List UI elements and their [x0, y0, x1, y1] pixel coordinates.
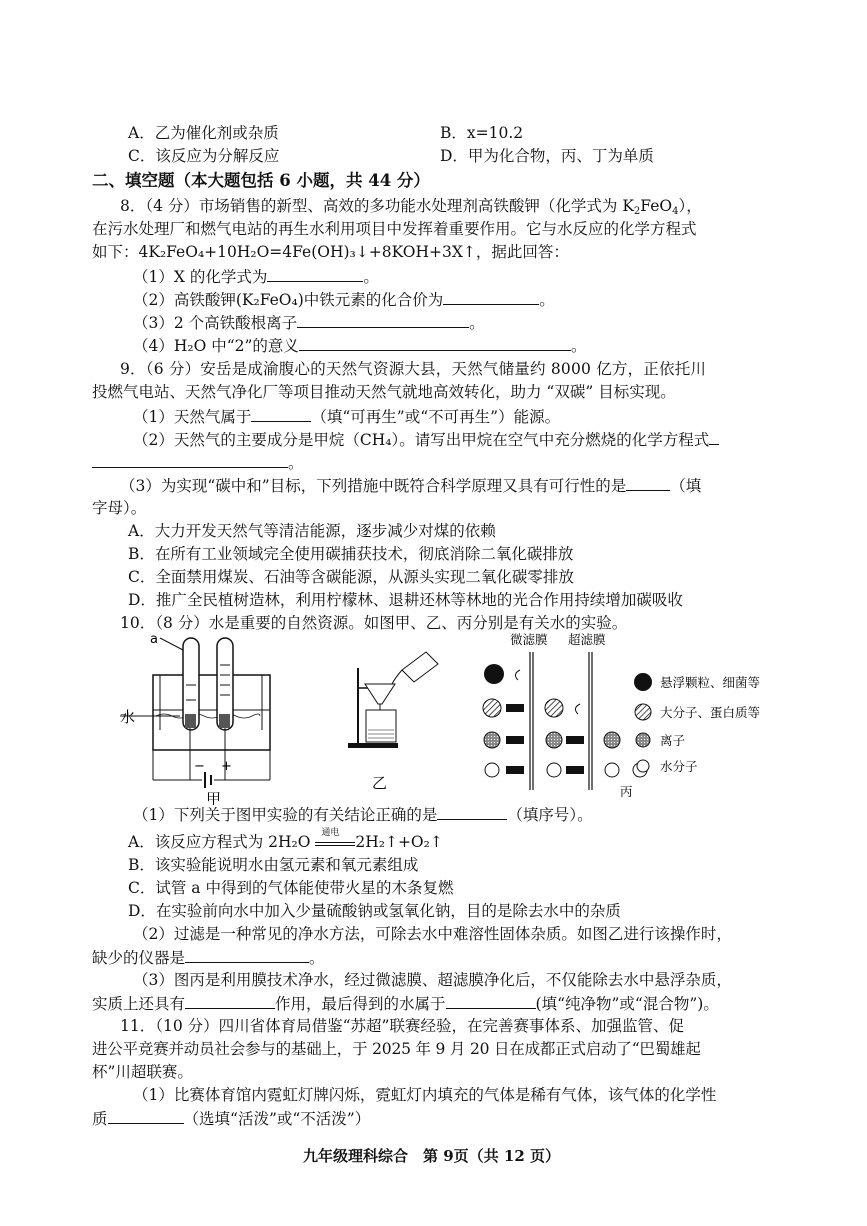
- q11-intro-line1: 11．（10 分）四川省体育局借鉴“苏超”联赛经验，在完善赛事体系、加强监管、促: [120, 1017, 684, 1035]
- q9-sub1[interactable]: （1）天然气属于 （填“可再生”或“不可再生”）能源。: [133, 405, 560, 428]
- q8-sub4[interactable]: （4）H₂O 中“2”的意义 。: [133, 334, 586, 357]
- q8-intro-line2: 在污水处理厂和燃气电站的再生水利用项目中发挥着重要作用。它与水反应的化学方程式: [92, 220, 697, 238]
- q8-equation-line: 如下：4K₂FeO₄+10H₂O=4Fe(OH)₃↓+8KOH+3X↑，据此回答：: [92, 243, 569, 261]
- section-title: 二、填空题（本大题包括 6 小题，共 44 分）: [92, 171, 430, 190]
- q7-option-b: B．x=10.2: [440, 124, 524, 142]
- legend-ion: 离子: [660, 733, 686, 748]
- ultra-membrane-label: 超滤膜: [568, 632, 606, 647]
- q8-intro-line1: 8．（4 分）市场销售的新型、高效的多功能水处理剂高铁酸钾（化学式为 $K_2FeO_4$），: [120, 197, 702, 217]
- q10-sub3-continued[interactable]: 实质上还具有 作用，最后得到的水属于 (填“纯净物”或“混合物”)。: [92, 992, 719, 1015]
- q10-option-c: C．试管 a 中得到的气体能使带火星的木条复燃: [128, 879, 454, 897]
- answer-blank: [92, 451, 288, 468]
- answer-blank: [709, 428, 719, 445]
- figure-yi-label: 乙: [372, 774, 388, 792]
- answer-blank: [267, 265, 363, 282]
- q10-option-d: D．在实验前向水中加入少量硫酸钠或氢氧化钠，目的是除去水中的杂质: [128, 902, 621, 920]
- q9-sub3[interactable]: （3）为实现“碳中和”目标，下列措施中既符合科学原理又具有可行性的是 （填: [120, 474, 701, 497]
- answer-blank: [626, 474, 670, 491]
- condition-label: 通电: [321, 828, 340, 838]
- q9-option-c: C．全面禁用煤炭、石油等含碳能源，从源头实现二氧化碳零排放: [128, 568, 574, 586]
- plus-label: +: [221, 759, 232, 774]
- answer-blank: [185, 946, 309, 963]
- q8-sub1[interactable]: （1）X 的化学式为 。: [133, 265, 379, 288]
- q10-sub1[interactable]: （1）下列关于图甲实验的有关结论正确的是 （填序号）。: [133, 803, 593, 826]
- q11-intro-line2: 进公平竞赛并动员社会参与的基础上，于 2025 年 9 月 20 日在成都正式启动了“巴蜀雄起: [92, 1040, 701, 1058]
- q10-option-a: A．该反应方程式为 2H₂O 通电 2H₂↑+O₂↑: [128, 828, 443, 851]
- q10-sub2: （2）过滤是一种常见的净水方法，可除去水中难溶性固体杂质。如图乙进行该操作时，: [133, 925, 732, 943]
- page-footer: 九年级理科综合 第 9页（共 12 页）: [303, 1147, 560, 1165]
- water-label: 水: [120, 708, 136, 726]
- q9-intro-line1: 9．（6 分）安岳是成渝腹心的天然气资源大县，天然气储量约 8000 亿方，正依托川: [120, 360, 707, 378]
- q7-option-a: A．乙为催化剂或杂质: [128, 124, 279, 142]
- q9-sub3-continued: 字母）。: [92, 499, 147, 517]
- legend-suspended: 悬浮颗粒、细菌等: [660, 675, 761, 690]
- q11-sub1-continued[interactable]: 质 （选填“活泼”或“不活泼”）: [92, 1107, 370, 1130]
- q10-intro: 10．（8 分）水是重要的自然资源。如图甲、乙、丙分别是有关水的实验。: [120, 614, 628, 632]
- legend-water-molecule: 水分子: [660, 759, 698, 774]
- q11-intro-line3: 杯”川超联赛。: [92, 1063, 193, 1081]
- answer-blank: [299, 334, 571, 351]
- answer-blank: [446, 992, 536, 1009]
- filtration-figure: [340, 648, 450, 800]
- q9-option-d: D．推广全民植树造林，利用柠檬林、退耕还林等林地的光合作用持续增加碳吸收: [128, 591, 683, 609]
- minus-label: −: [194, 759, 205, 774]
- answer-blank: [185, 992, 275, 1009]
- micro-membrane-label: 微滤膜: [510, 632, 548, 647]
- answer-blank: [251, 405, 311, 422]
- q9-option-a: A．大力开发天然气等清洁能源，逐步减少对煤的依赖: [128, 522, 496, 540]
- answer-blank: [297, 311, 469, 328]
- tube-a-label: a: [150, 632, 158, 647]
- q11-sub1: （1）比赛体育馆内霓虹灯牌闪烁，霓虹灯内填充的气体是稀有气体，该气体的化学性: [133, 1086, 717, 1104]
- q8-sub2[interactable]: （2）高铁酸钾(K₂FeO₄)中铁元素的化合价为 。: [133, 288, 555, 311]
- q9-intro-line2: 投燃气电站、天然气净化厂等项目推动天然气就地高效转化，助力 “双碳” 目标实现。: [92, 383, 676, 401]
- electrolysis-figure: [120, 630, 295, 805]
- q10-option-b: B．该实验能说明水由氢元素和氧元素组成: [128, 856, 419, 874]
- q9-sub2-continued[interactable]: 。: [92, 451, 304, 474]
- answer-blank: [437, 803, 507, 820]
- legend-macromolecule: 大分子、蛋白质等: [660, 705, 761, 720]
- q7-option-c: C．该反应为分解反应: [128, 147, 280, 165]
- q10-sub3: （3）图丙是利用膜技术净水，经过微滤膜、超滤膜净化后，不仅能除去水中悬浮杂质，: [133, 971, 732, 989]
- q8-sub3[interactable]: （3）2 个高铁酸根离子 。: [133, 311, 485, 334]
- figure-jia-label: 甲: [206, 790, 222, 805]
- membrane-figure: [478, 630, 808, 802]
- q9-sub2[interactable]: （2）天然气的主要成分是甲烷（CH₄）。请写出甲烷在空气中充分燃烧的化学方程式: [133, 428, 719, 451]
- figure-bing-label: 丙: [620, 784, 633, 799]
- q10-sub2-continued[interactable]: 缺少的仪器是 。: [92, 946, 325, 969]
- q7-option-d: D．甲为化合物，丙、丁为单质: [440, 147, 654, 165]
- q9-option-b: B．在所有工业领域完全使用碳捕获技术，彻底消除二氧化碳排放: [128, 545, 574, 563]
- answer-blank: [108, 1107, 184, 1124]
- answer-blank: [443, 288, 539, 305]
